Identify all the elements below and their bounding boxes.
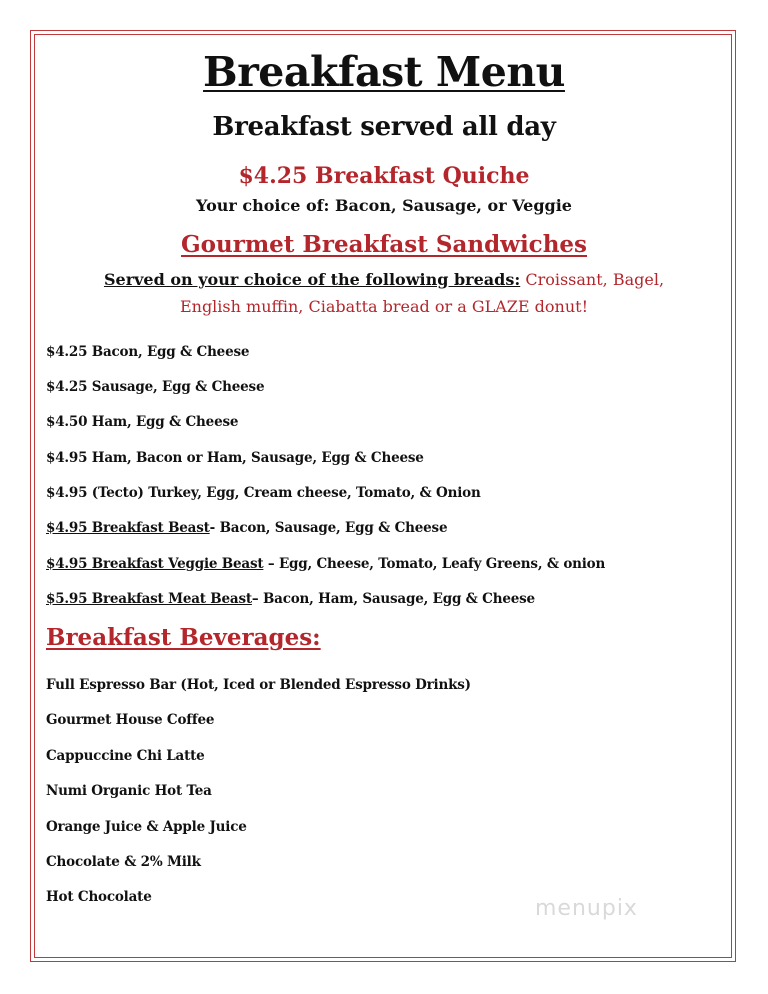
beverage-item: Gourmet House Coffee (46, 712, 215, 728)
sandwich-item (46, 520, 447, 536)
sandwich-item-name: $4.95 Breakfast Veggie Beast (46, 556, 264, 572)
sandwich-item-desc: – Egg, Cheese, Tomato, Leafy Greens, & onion (263, 556, 606, 572)
beverage-item: Full Espresso Bar (Hot, Iced or Blended Espresso Drinks) (46, 677, 471, 693)
beverages-heading: Breakfast Beverages: (46, 624, 321, 651)
sandwich-item (46, 414, 238, 430)
beverage-item: Numi Organic Hot Tea (46, 783, 212, 799)
sandwich-item-name: $4.25 Bacon, Egg & Cheese (46, 344, 250, 360)
menu-subtitle: Breakfast served all day (212, 112, 556, 142)
sandwiches-heading: Gourmet Breakfast Sandwiches (181, 231, 587, 258)
menupix-watermark: menupix (535, 896, 638, 921)
sandwich-item (46, 344, 249, 360)
sandwich-item-name: $4.95 Breakfast Beast (46, 520, 210, 536)
sandwich-item (46, 591, 535, 607)
sandwich-item (46, 556, 605, 572)
quiche-heading: $4.25 Breakfast Quiche (238, 163, 530, 189)
sandwich-item-name: $4.95 Ham, Bacon or Ham, Sausage, Egg & Cheese (46, 450, 424, 466)
beverage-item: Chocolate & 2% Milk (46, 854, 201, 870)
sandwich-item (46, 485, 481, 501)
menu-title: Breakfast Menu (203, 48, 565, 96)
breads-list-2: English muffin, Ciabatta bread or a GLAZE donut! (179, 297, 589, 316)
sandwich-item (46, 450, 424, 466)
breads-list-1: Croissant, Bagel, (525, 270, 665, 289)
breads-line-1 (0, 270, 768, 289)
sandwich-item-name: $4.25 Sausage, Egg & Cheese (46, 379, 265, 395)
breads-lead: Served on your choice of the following breads: (103, 270, 521, 289)
sandwich-item-name: $4.50 Ham, Egg & Cheese (46, 414, 239, 430)
beverage-item: Orange Juice & Apple Juice (46, 819, 247, 835)
sandwich-item-desc: – Bacon, Ham, Sausage, Egg & Cheese (251, 591, 535, 607)
sandwich-item-name: $5.95 Breakfast Meat Beast (46, 591, 252, 607)
beverage-item: Hot Chocolate (46, 889, 152, 905)
quiche-note: Your choice of: Bacon, Sausage, or Veggie (196, 196, 572, 215)
sandwich-item (46, 379, 264, 395)
sandwich-item-desc: - Bacon, Sausage, Egg & Cheese (209, 520, 448, 536)
beverage-item: Cappuccine Chi Latte (46, 748, 205, 764)
sandwich-item-name: $4.95 (Tecto) Turkey, Egg, Cream cheese, Tomato, & Onion (46, 485, 481, 501)
